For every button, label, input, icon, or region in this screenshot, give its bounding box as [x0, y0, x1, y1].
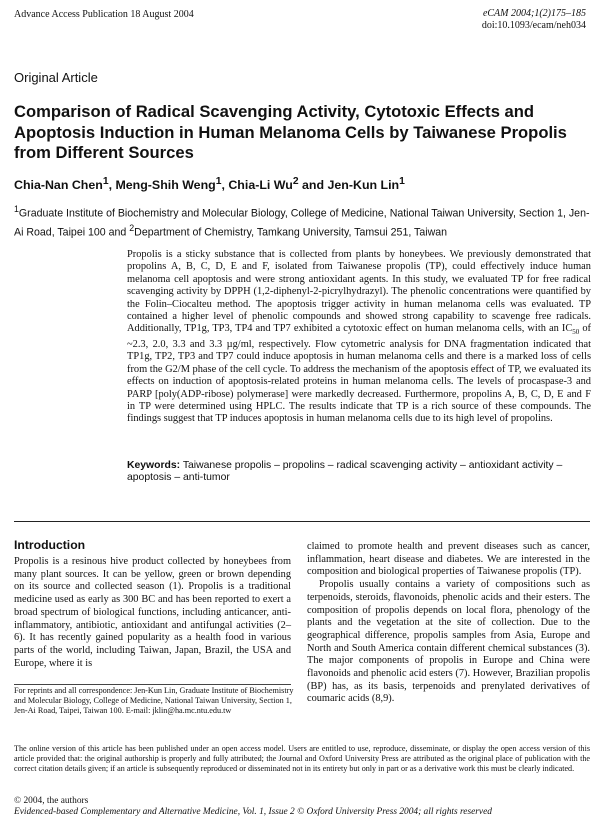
author-affiliation-mark: 1 — [399, 176, 405, 187]
affiliations — [14, 202, 594, 239]
body-column-left — [14, 556, 291, 670]
affiliation-mark: 1 — [14, 204, 19, 214]
author-separator: , — [108, 178, 116, 193]
author: Meng-Shih Weng — [115, 178, 216, 193]
author: Chia-Nan Chen — [14, 178, 103, 193]
article-type: Original Article — [14, 70, 98, 85]
author-separator: and — [298, 178, 328, 193]
paragraph: Propolis is a resinous hive product collected by honeybees from many plant sources. It can be yellow, green or brown depending on its source and collected season (1). Propolis is a traditional medicine used as early as 300 BC and has been reported to exert a broad spectrum of biological functions, including anticancer, anti-inflammatory, antibiotic, antioxidant and antifungal activities (2–6). It has recently gained popularity as a health food in various parts of the world, including Taiwan, Japan, Brazil, the USA and Europe, where it is — [14, 556, 291, 669]
paragraph: claimed to promote health and prevent diseases such as cancer, inflammation, heart disease and diabetes. We are interested in the composition and biological properties of Taiwanese propolis (TP). — [307, 541, 590, 578]
keywords-label: Keywords: — [127, 460, 181, 471]
affiliation-mark: 2 — [129, 222, 135, 233]
keywords — [127, 460, 591, 485]
abstract-text: Propolis is a sticky substance that is collected from plants by honeybees. We previously demonstrated that propolins A, B, C, D, E and F, isolated from Taiwanese propolis (TP), could effectively induce human melanoma cell apoptosis and were strong antioxidant agents. In this study, we evaluated TP for free radical scavenging activity by DPPH (1,2-diphenyl-2-picrylhydrazyl). The phenolic concentrations were quantified by the Folin–Ciocalteu method. The apoptosis trigger activity in human melanoma cells was evaluated. TP contained a higher level of phenolic compounds and showed strong capability to scavenge free radicals. Additionally, TP1g, TP3, TP4 and TP7 exhibited a cytotoxic effect on human melanoma cells, with an IC — [127, 249, 591, 335]
abstract-text: of ~2.3, 2.0, 3.3 and 3.3 µg/ml, respectively. Flow cytometric analysis for DNA fragmentation indicated that TP1g, TP2, TP3 and TP7 could induce apoptosis in human melanoma cells and there is a marked loss of cells from the G2/M phase of the cell cycle. To address the mechanism of the apoptosis effect of TP, we evaluated its effects on induction of apoptosis-related proteins in human melanoma cells. The levels of procaspase-3 and PARP [poly(ADP-ribose) polymerase] were markedly decreased. Furthermore, propolins A, B, C, D, E and F in TP were determined using HPLC. The results indicate that TP is a rich source of these compounds. The findings suggest that TP induces apoptosis in human melanoma cells due to its high level of propolins. — [127, 323, 591, 425]
paragraph: Propolis usually contains a variety of compositions such as terpenoids, steroids, flavonoids, phenolic acids and their esters. The composition of propolis depends on local flora, phenology of the plants and the vegetation at the site of collection. Due to the geographical difference, propolis samples from Asia, Europe and North and South America contain different chemical substances (3). The major components of propolis in Europe and China were flavonoids and phenolic acid esters (7). However, Brazilian propolis (BP) has, as its basis, terpenoids and prenylated derivatives of coumaric acids (8,9). — [307, 579, 590, 705]
body-column-right — [307, 541, 590, 706]
author: Jen-Kun Lin — [327, 178, 400, 193]
doi: doi:10.1093/ecam/neh034 — [481, 20, 586, 31]
open-access-license: The online version of this article has been published under an open access model. Users are entitled to use, reproduce, disseminate, or display the open access version of this article provided that: the original authorship is properly and fully attributed; the Journal and Oxford University Press are attributed as the original place of publication with the correct citation details given; if an article is subsequently reproduced or disseminated not in its entirety but only in part or as a derivative work this must be clearly indicated. — [14, 744, 590, 773]
affiliation-text: Graduate Institute of Biochemistry and Molecular Biology, College of Medicine, National Taiwan University, Section 1, Jen-Ai Road, Taipei 100 and — [14, 207, 590, 239]
publication-note: Advance Access Publication 18 August 2004 — [14, 9, 194, 20]
abstract — [127, 249, 591, 426]
keywords-text: Taiwanese propolis – propolins – radical scavenging activity – antioxidant activity – apoptosis – anti-tumor — [127, 460, 563, 484]
paper-title: Comparison of Radical Scavenging Activity, Cytotoxic Effects and Apoptosis Induction in Human Melanoma Cells by Taiwanese Propolis from Different Sources — [14, 102, 567, 162]
copyright-notice: © 2004, the authors — [14, 796, 89, 806]
correspondence-footnote: For reprints and all correspondence: Jen-Kun Lin, Graduate Institute of Biochemistry and Molecular Biology, College of Medicine, National Taiwan University, Section 1, Jen-Ai Road, Taipei, Taiwan 100. E-mail: jklin@ha.mc.ntu.edu.tw — [14, 686, 294, 715]
author-separator: , — [221, 178, 229, 193]
journal-citation: eCAM 2004;1(2)175–185 — [482, 8, 586, 19]
author-affiliation-mark: 1 — [215, 176, 222, 187]
author-list — [14, 176, 589, 192]
section-divider — [14, 521, 590, 522]
footnote-divider — [14, 684, 291, 685]
journal-header — [482, 8, 586, 32]
author: Chia-Li Wu — [228, 178, 293, 193]
section-heading-introduction: Introduction — [14, 538, 86, 552]
author-affiliation-mark: 1 — [102, 176, 109, 187]
ic50-subscript: 50 — [572, 328, 580, 337]
affiliation-text: Department of Chemistry, Tamkang University, Tamsui 251, Taiwan — [134, 226, 448, 239]
author-affiliation-mark: 2 — [292, 176, 299, 187]
journal-footer: Evidenced-based Complementary and Alternative Medicine, Vol. 1, Issue 2 © Oxford University Press 2004; all rights reserved — [14, 807, 492, 817]
